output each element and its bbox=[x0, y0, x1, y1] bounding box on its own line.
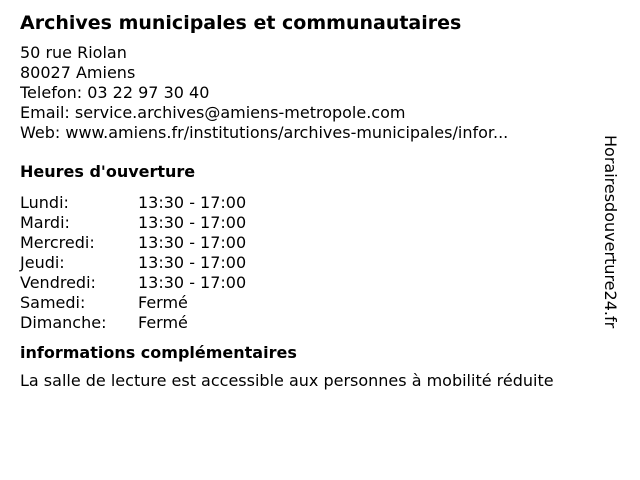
hours-row-monday bbox=[20, 193, 610, 213]
website-url: Web: www.amiens.fr/institutions/archives-municipales/infor... bbox=[20, 123, 509, 142]
day-hours: Fermé bbox=[138, 293, 188, 312]
phone-number: Telefon: 03 22 97 30 40 bbox=[20, 83, 210, 102]
additional-info-heading: informations complémentaires bbox=[20, 343, 297, 362]
opening-hours-heading: Heures d'ouverture bbox=[20, 162, 196, 181]
hours-row-sunday bbox=[20, 313, 610, 333]
hours-row-wednesday bbox=[20, 233, 610, 253]
address-block bbox=[20, 43, 610, 143]
site-watermark: Horairesdouverture24.fr bbox=[601, 135, 620, 329]
hours-row-thursday bbox=[20, 253, 610, 273]
hours-row-saturday bbox=[20, 293, 610, 313]
page-title: Archives municipales et communautaires bbox=[20, 12, 462, 34]
day-label: Jeudi: bbox=[20, 253, 65, 272]
postal-city: 80027 Amiens bbox=[20, 63, 136, 82]
day-label: Vendredi: bbox=[20, 273, 96, 292]
day-hours: 13:30 - 17:00 bbox=[138, 213, 247, 232]
email-address: Email: service.archives@amiens-metropole.com bbox=[20, 103, 406, 122]
day-hours: 13:30 - 17:00 bbox=[138, 193, 247, 212]
day-label: Mercredi: bbox=[20, 233, 95, 252]
day-label: Samedi: bbox=[20, 293, 86, 312]
day-label: Dimanche: bbox=[20, 313, 107, 332]
street-address: 50 rue Riolan bbox=[20, 43, 127, 62]
day-hours: Fermé bbox=[138, 313, 188, 332]
hours-row-tuesday bbox=[20, 213, 610, 233]
day-label: Mardi: bbox=[20, 213, 70, 232]
hours-row-friday bbox=[20, 273, 610, 293]
opening-hours-card bbox=[20, 10, 610, 392]
day-hours: 13:30 - 17:00 bbox=[138, 233, 247, 252]
opening-hours-table bbox=[20, 193, 610, 333]
additional-info-text: La salle de lecture est accessible aux personnes à mobilité réduite bbox=[20, 371, 554, 390]
day-label: Lundi: bbox=[20, 193, 69, 212]
day-hours: 13:30 - 17:00 bbox=[138, 253, 247, 272]
day-hours: 13:30 - 17:00 bbox=[138, 273, 247, 292]
